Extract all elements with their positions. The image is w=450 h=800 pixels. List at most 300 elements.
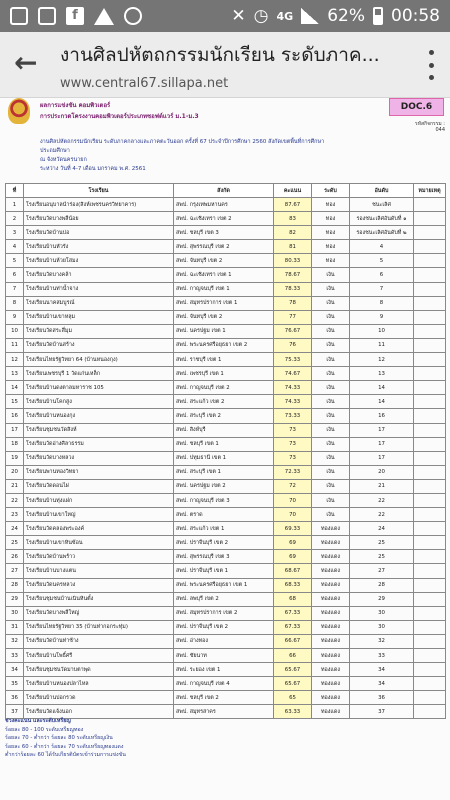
cell-affiliation: สพป. ปราจีนบุรี เขต 1	[174, 564, 274, 578]
cell-rank: 25	[350, 550, 414, 564]
cell-level: เงิน	[312, 296, 350, 310]
cell-rank: 17	[350, 437, 414, 451]
cell-level: ทองแดง	[312, 592, 350, 606]
cell-rank: 17	[350, 451, 414, 465]
cell-score: 82	[274, 226, 312, 240]
cell-affiliation: สพป. สระบุรี เขต 2	[174, 409, 274, 423]
cell-no: 12	[6, 353, 24, 367]
notes-line: ร้อยละ 80 - 100 ระดับเหรียญทอง	[5, 726, 84, 733]
emblem-logo	[8, 98, 30, 124]
cell-affiliation: สพป. ระยอง เขต 1	[174, 663, 274, 677]
cell-no: 14	[6, 381, 24, 395]
table-row	[6, 381, 446, 395]
cell-remark	[414, 564, 446, 578]
cell-no: 19	[6, 451, 24, 465]
cell-school: โรงเรียนบ้านท่าน้ำจาง	[24, 282, 174, 296]
table-row	[6, 282, 446, 296]
cell-level: เงิน	[312, 437, 350, 451]
table-row	[6, 367, 446, 381]
cell-remark	[414, 254, 446, 268]
cell-rank: 14	[350, 381, 414, 395]
cell-remark	[414, 212, 446, 226]
cell-level: ทองแดง	[312, 606, 350, 620]
cell-no: 3	[6, 226, 24, 240]
cell-remark	[414, 649, 446, 663]
cell-remark	[414, 324, 446, 338]
cell-remark	[414, 367, 446, 381]
table-row	[6, 493, 446, 507]
cell-affiliation: สพป. สมุทรปราการ เขต 2	[174, 606, 274, 620]
cell-affiliation: สพป. สระแก้ว เขต 2	[174, 395, 274, 409]
cell-remark	[414, 536, 446, 550]
cell-score: 78	[274, 296, 312, 310]
cell-affiliation: สพป. ปราจีนบุรี เขต 2	[174, 536, 274, 550]
more-vertical-icon[interactable]	[424, 50, 438, 80]
table-row	[6, 296, 446, 310]
cell-affiliation: สพป. พระนครศรีอยุธยา เขต 1	[174, 578, 274, 592]
cell-remark	[414, 381, 446, 395]
cell-no: 13	[6, 367, 24, 381]
cell-level: ทอง	[312, 240, 350, 254]
cell-no: 5	[6, 254, 24, 268]
doc-heading-1: ผลการแข่งขัน คอมพิวเตอร์	[40, 102, 111, 109]
doc-heading-2: การประกวดโครงงานคอมพิวเตอร์ประเภทซอฟต์แวร์ ม.1-ม.3	[40, 113, 199, 120]
cell-score: 68.67	[274, 564, 312, 578]
cell-level: ทองแดง	[312, 691, 350, 705]
table-row	[6, 437, 446, 451]
col-no: ที่	[6, 184, 24, 198]
alarm-icon: ◷	[253, 6, 269, 26]
cell-affiliation: สพป. ปราจีนบุรี เขต 2	[174, 620, 274, 634]
cell-remark	[414, 493, 446, 507]
table-row	[6, 522, 446, 536]
cell-rank: 32	[350, 634, 414, 648]
cell-score: 78.33	[274, 282, 312, 296]
title-block	[60, 40, 400, 91]
cell-school: โรงเรียนนาคสมบูรณ์	[24, 296, 174, 310]
cell-level: ทองแดง	[312, 677, 350, 691]
cell-remark	[414, 437, 446, 451]
notes-line: ร้อยละ 60 - ต่ำกว่า ร้อยละ 70 ระดับเหรียญทองแดง	[5, 743, 124, 750]
notes-title: ช่วงคะแนน และระดับเหรียญ	[5, 718, 71, 724]
cell-level: เงิน	[312, 395, 350, 409]
cell-school: โรงเรียนวัดบางคล้า	[24, 268, 174, 282]
cell-rank: 21	[350, 479, 414, 493]
cell-affiliation: สพป. กาญจนบุรี เขต 2	[174, 381, 274, 395]
cell-rank: 9	[350, 310, 414, 324]
cell-score: 65	[274, 691, 312, 705]
cell-score: 75.33	[274, 353, 312, 367]
cell-no: 10	[6, 324, 24, 338]
cell-score: 66.67	[274, 634, 312, 648]
table-row	[6, 663, 446, 677]
cell-rank: 29	[350, 592, 414, 606]
table-row	[6, 465, 446, 479]
cell-remark	[414, 606, 446, 620]
cell-no: 2	[6, 212, 24, 226]
cell-school: โรงเรียนชุมชนวัดสิงห์	[24, 423, 174, 437]
cell-no: 11	[6, 338, 24, 352]
cell-remark	[414, 395, 446, 409]
cell-rank: 10	[350, 324, 414, 338]
cell-school: โรงเรียนวัดสระสี่มุม	[24, 324, 174, 338]
cell-score: 68	[274, 592, 312, 606]
cell-affiliation: สพป. กาญจนบุรี เขต 3	[174, 493, 274, 507]
cell-school: โรงเรียนไทยรัฐวิทยา 64 (บ้านหนองกุง)	[24, 353, 174, 367]
cell-rank: 22	[350, 493, 414, 507]
cell-affiliation: สพป. นครปฐม เขต 1	[174, 324, 274, 338]
cell-affiliation: สพป. สุพรรณบุรี เขต 3	[174, 550, 274, 564]
cell-score: 76.67	[274, 324, 312, 338]
table-row	[6, 620, 446, 634]
cell-score: 83	[274, 212, 312, 226]
cell-rank: 4	[350, 240, 414, 254]
col-level: ระดับ	[312, 184, 350, 198]
cell-score: 76	[274, 338, 312, 352]
cell-remark	[414, 705, 446, 719]
cell-school: โรงเรียนวัดอ่างศิลาธรรม	[24, 437, 174, 451]
cell-remark	[414, 677, 446, 691]
table-row	[6, 479, 446, 493]
cell-rank: 11	[350, 338, 414, 352]
cell-rank: 17	[350, 423, 414, 437]
table-row	[6, 409, 446, 423]
cell-remark	[414, 451, 446, 465]
cell-school: โรงเรียนบ้านโพธิ์ศรี	[24, 649, 174, 663]
col-remark: หมายเหตุ	[414, 184, 446, 198]
table-row	[6, 226, 446, 240]
table-row	[6, 536, 446, 550]
activity-code-label: รหัสกิจกรรม :	[415, 121, 445, 127]
doc-subtitle-2: ประถมศึกษา	[40, 148, 70, 154]
cell-rank: รองชนะเลิศอันดับที่ ๒	[350, 226, 414, 240]
cell-score: 80.33	[274, 254, 312, 268]
cell-school: โรงเรียนอนุบาลนำร่อง(สิงห์เพชรนครวิทยาคาร)	[24, 198, 174, 212]
table-row	[6, 240, 446, 254]
cell-rank: 6	[350, 268, 414, 282]
cell-remark	[414, 353, 446, 367]
cell-school: โรงเรียนวัดดอนไผ่	[24, 479, 174, 493]
cell-no: 35	[6, 677, 24, 691]
cell-school: โรงเรียนบ้านบางแตน	[24, 564, 174, 578]
table-row	[6, 691, 446, 705]
cell-rank: 13	[350, 367, 414, 381]
cell-score: 72.33	[274, 465, 312, 479]
cell-score: 68.33	[274, 578, 312, 592]
cell-no: 8	[6, 296, 24, 310]
cell-affiliation: สพป. สิงห์บุรี	[174, 423, 274, 437]
activity-code-value: 044	[435, 127, 445, 133]
cell-remark	[414, 310, 446, 324]
cell-remark	[414, 578, 446, 592]
table-row	[6, 324, 446, 338]
cell-affiliation: สพป. ฉะเชิงเทรา เขต 2	[174, 212, 274, 226]
cell-rank: 25	[350, 536, 414, 550]
table-row	[6, 451, 446, 465]
cell-rank: 8	[350, 296, 414, 310]
cell-level: เงิน	[312, 451, 350, 465]
cell-school: โรงเรียนบ้านทุ่งแฝก	[24, 493, 174, 507]
doc-subtitle-3: ณ จังหวัดนครนายก	[40, 157, 87, 163]
cell-school: โรงเรียนบ้านห้วยโสมง	[24, 254, 174, 268]
cell-level: ทองแดง	[312, 550, 350, 564]
cell-affiliation: สพป. ชลบุรี เขต 2	[174, 691, 274, 705]
doc-badge: DOC.6	[389, 98, 444, 116]
cell-no: 26	[6, 550, 24, 564]
score-notes	[5, 717, 126, 760]
cell-no: 32	[6, 634, 24, 648]
cell-no: 15	[6, 395, 24, 409]
cell-rank: 22	[350, 508, 414, 522]
cell-school: โรงเรียนไทยรัฐวิทยา 35 (บ้านท่ากอกระทุ่ม)	[24, 620, 174, 634]
cell-affiliation: สพป. กาญจนบุรี เขต 1	[174, 282, 274, 296]
cell-level: ทอง	[312, 254, 350, 268]
table-row	[6, 649, 446, 663]
cell-score: 74.33	[274, 381, 312, 395]
cell-remark	[414, 409, 446, 423]
cell-rank: 24	[350, 522, 414, 536]
table-row	[6, 508, 446, 522]
cell-score: 73.33	[274, 409, 312, 423]
cell-no: 36	[6, 691, 24, 705]
cell-school: โรงเรียนวัดบ้านพร้าว	[24, 550, 174, 564]
cell-level: เงิน	[312, 324, 350, 338]
cell-rank: 34	[350, 677, 414, 691]
table-row	[6, 198, 446, 212]
cell-level: ทองแดง	[312, 522, 350, 536]
cell-level: เงิน	[312, 310, 350, 324]
cell-level: เงิน	[312, 268, 350, 282]
cell-remark	[414, 226, 446, 240]
cell-score: 69	[274, 550, 312, 564]
cell-rank: 16	[350, 409, 414, 423]
cell-remark	[414, 620, 446, 634]
cell-school: โรงเรียนวัดคลองพระองค์	[24, 522, 174, 536]
cell-no: 17	[6, 423, 24, 437]
cell-level: เงิน	[312, 508, 350, 522]
cell-remark	[414, 663, 446, 677]
cell-level: ทองแดง	[312, 564, 350, 578]
cell-rank: 37	[350, 705, 414, 719]
table-header-row	[6, 184, 446, 198]
table-row	[6, 592, 446, 606]
cell-school: โรงเรียนชุมชนบ้านเนินหินตั้ง	[24, 592, 174, 606]
cell-score: 74.33	[274, 395, 312, 409]
table-row	[6, 353, 446, 367]
cell-score: 74.67	[274, 367, 312, 381]
cell-affiliation: สพป. กรุงเทพมหานคร	[174, 198, 274, 212]
table-row	[6, 677, 446, 691]
table-row	[6, 254, 446, 268]
cell-affiliation: สพป. นครปฐม เขต 2	[174, 479, 274, 493]
cell-level: ทอง	[312, 212, 350, 226]
cell-affiliation: สพป. สมุทรปราการ เขต 1	[174, 296, 274, 310]
cell-no: 24	[6, 522, 24, 536]
facebook-icon: f	[66, 7, 84, 25]
notes-line: ต่ำกว่าร้อยละ 60 ได้รับเกียรติบัตรเข้าร่วมการแข่งขัน	[5, 752, 126, 758]
cell-affiliation: สพป. ปทุมธานี เขต 1	[174, 451, 274, 465]
cell-no: 20	[6, 465, 24, 479]
cell-remark	[414, 465, 446, 479]
table-row	[6, 606, 446, 620]
cell-rank: 33	[350, 649, 414, 663]
cell-level: เงิน	[312, 493, 350, 507]
cell-score: 73	[274, 451, 312, 465]
cell-school: โรงเรียนบ้านหนองกุง	[24, 409, 174, 423]
cell-no: 4	[6, 240, 24, 254]
cell-score: 65.67	[274, 663, 312, 677]
table-row	[6, 268, 446, 282]
cell-affiliation: สพป. อ่างทอง	[174, 634, 274, 648]
cell-no: 27	[6, 564, 24, 578]
cell-rank: 30	[350, 620, 414, 634]
cell-affiliation: สพป. ชลบุรี เขต 1	[174, 437, 274, 451]
cell-no: 16	[6, 409, 24, 423]
cell-school: โรงเรียนวัดนครหลวง	[24, 578, 174, 592]
cell-affiliation: สพป. พระนครศรีอยุธยา เขต 2	[174, 338, 274, 352]
cell-school: โรงเรียนวัดบ้านท่าช้าง	[24, 634, 174, 648]
table-row	[6, 550, 446, 564]
cell-remark	[414, 508, 446, 522]
battery-percent: 62%	[327, 6, 365, 26]
cell-no: 21	[6, 479, 24, 493]
image-icon	[38, 7, 56, 25]
mute-icon: ✕	[231, 6, 246, 26]
cell-score: 78.67	[274, 268, 312, 282]
arrow-left-icon[interactable]: ←	[14, 46, 38, 79]
cell-remark	[414, 198, 446, 212]
cell-score: 69.33	[274, 522, 312, 536]
cell-level: เงิน	[312, 367, 350, 381]
cell-school: โรงเรียนบ้านเขาหินซ้อน	[24, 536, 174, 550]
cell-affiliation: สพป. ตราด	[174, 508, 274, 522]
cell-level: ทองแดง	[312, 649, 350, 663]
cell-affiliation: สพป. จันทบุรี เขต 2	[174, 254, 274, 268]
cell-rank: 36	[350, 691, 414, 705]
cell-rank: 34	[350, 663, 414, 677]
cell-rank: 27	[350, 564, 414, 578]
table-row	[6, 578, 446, 592]
clock: 00:58	[391, 6, 440, 26]
document-view[interactable]	[0, 98, 450, 800]
cell-affiliation: สพป. ฉะเชิงเทรา เขต 1	[174, 268, 274, 282]
doc-subtitle-4: ระหว่าง วันที่ 4-7 เดือน มกราคม พ.ศ. 2561	[40, 166, 146, 172]
cell-affiliation: สพป. สระแก้ว เขต 1	[174, 522, 274, 536]
warning-icon	[94, 8, 114, 25]
cell-remark	[414, 550, 446, 564]
cell-remark	[414, 268, 446, 282]
cell-school: โรงเรียนวัดแจ้งนอก	[24, 705, 174, 719]
cell-level: เงิน	[312, 381, 350, 395]
cell-level: ทองแดง	[312, 620, 350, 634]
cell-affiliation: สพป. กาญจนบุรี เขต 4	[174, 677, 274, 691]
cell-no: 6	[6, 268, 24, 282]
cell-no: 9	[6, 310, 24, 324]
cell-school: โรงเรียนชุมชนวัดมาบตาพุด	[24, 663, 174, 677]
cell-score: 69	[274, 536, 312, 550]
cell-no: 30	[6, 606, 24, 620]
cell-level: ทอง	[312, 198, 350, 212]
table-row	[6, 634, 446, 648]
cell-no: 28	[6, 578, 24, 592]
cell-level: เงิน	[312, 465, 350, 479]
cell-level: ทอง	[312, 226, 350, 240]
cell-remark	[414, 691, 446, 705]
cell-no: 29	[6, 592, 24, 606]
cell-affiliation: สพป. สุพรรณบุรี เขต 2	[174, 240, 274, 254]
cell-affiliation: สพป. ราชบุรี เขต 1	[174, 353, 274, 367]
cell-score: 70	[274, 508, 312, 522]
recycle-icon	[124, 7, 142, 25]
cell-school: โรงเรียนพานทองวิทยา	[24, 465, 174, 479]
status-bar	[0, 0, 450, 32]
cell-school: โรงเรียนวัดบางหลวง	[24, 451, 174, 465]
cell-affiliation: สพป. ลพบุรี เขต 2	[174, 592, 274, 606]
cell-affiliation: สพป. สมุทรสาคร	[174, 705, 274, 719]
cell-school: โรงเรียนบ้านเขาหลุม	[24, 310, 174, 324]
cell-affiliation: สพป. ชลบุรี เขต 3	[174, 226, 274, 240]
table-row	[6, 212, 446, 226]
cell-level: ทองแดง	[312, 663, 350, 677]
cell-remark	[414, 479, 446, 493]
table-row	[6, 395, 446, 409]
cell-score: 67.33	[274, 606, 312, 620]
table-row	[6, 564, 446, 578]
doc-subtitle-1: งานศิลปหัตถกรรมนักเรียน ระดับภาคกลางและภาคตะวันออก ครั้งที่ 67 ประจำปีการศึกษา 2560 สังกัดเขตพื้นที่การศึกษา	[40, 139, 325, 145]
col-score: คะแนน	[274, 184, 312, 198]
cell-school: โรงเรียนบ้านหัวรัง	[24, 240, 174, 254]
cell-level: ทองแดง	[312, 705, 350, 719]
cell-school: โรงเรียนวัดบ้านบ่อ	[24, 226, 174, 240]
col-affiliation: สังกัด	[174, 184, 274, 198]
app-bar	[0, 32, 450, 98]
cell-remark	[414, 592, 446, 606]
cell-no: 7	[6, 282, 24, 296]
cell-remark	[414, 423, 446, 437]
cell-affiliation: สพป. เพชรบุรี เขต 1	[174, 367, 274, 381]
results-table	[5, 183, 446, 719]
cell-no: 25	[6, 536, 24, 550]
cell-score: 77	[274, 310, 312, 324]
cell-rank: 14	[350, 395, 414, 409]
cell-remark	[414, 282, 446, 296]
col-school: โรงเรียน	[24, 184, 174, 198]
cell-remark	[414, 240, 446, 254]
cell-level: เงิน	[312, 423, 350, 437]
cell-rank: 28	[350, 578, 414, 592]
cell-school: โรงเรียนบ้านเขาใหญ่	[24, 508, 174, 522]
cell-score: 65.67	[274, 677, 312, 691]
table-row	[6, 423, 446, 437]
page-title: งานศิลปหัตถกรรมนักเรียน ระดับภาค...	[60, 44, 380, 66]
cell-score: 66	[274, 649, 312, 663]
cell-no: 37	[6, 705, 24, 719]
cell-remark	[414, 338, 446, 352]
cell-rank: 5	[350, 254, 414, 268]
cell-no: 33	[6, 649, 24, 663]
cell-score: 63.33	[274, 705, 312, 719]
battery-icon	[373, 7, 383, 25]
cell-rank: 20	[350, 465, 414, 479]
network-type: 4G	[276, 9, 294, 23]
cell-school: โรงเรียนวัดบางพลีใหญ่	[24, 606, 174, 620]
cell-rank: รองชนะเลิศอันดับที่ ๑	[350, 212, 414, 226]
cell-level: ทองแดง	[312, 634, 350, 648]
cell-school: โรงเรียนบ้านบ่อกรวด	[24, 691, 174, 705]
cell-remark	[414, 634, 446, 648]
notes-line: ร้อยละ 70 - ต่ำกว่า ร้อยละ 80 ระดับเหรียญเงิน	[5, 735, 113, 741]
cell-score: 81	[274, 240, 312, 254]
